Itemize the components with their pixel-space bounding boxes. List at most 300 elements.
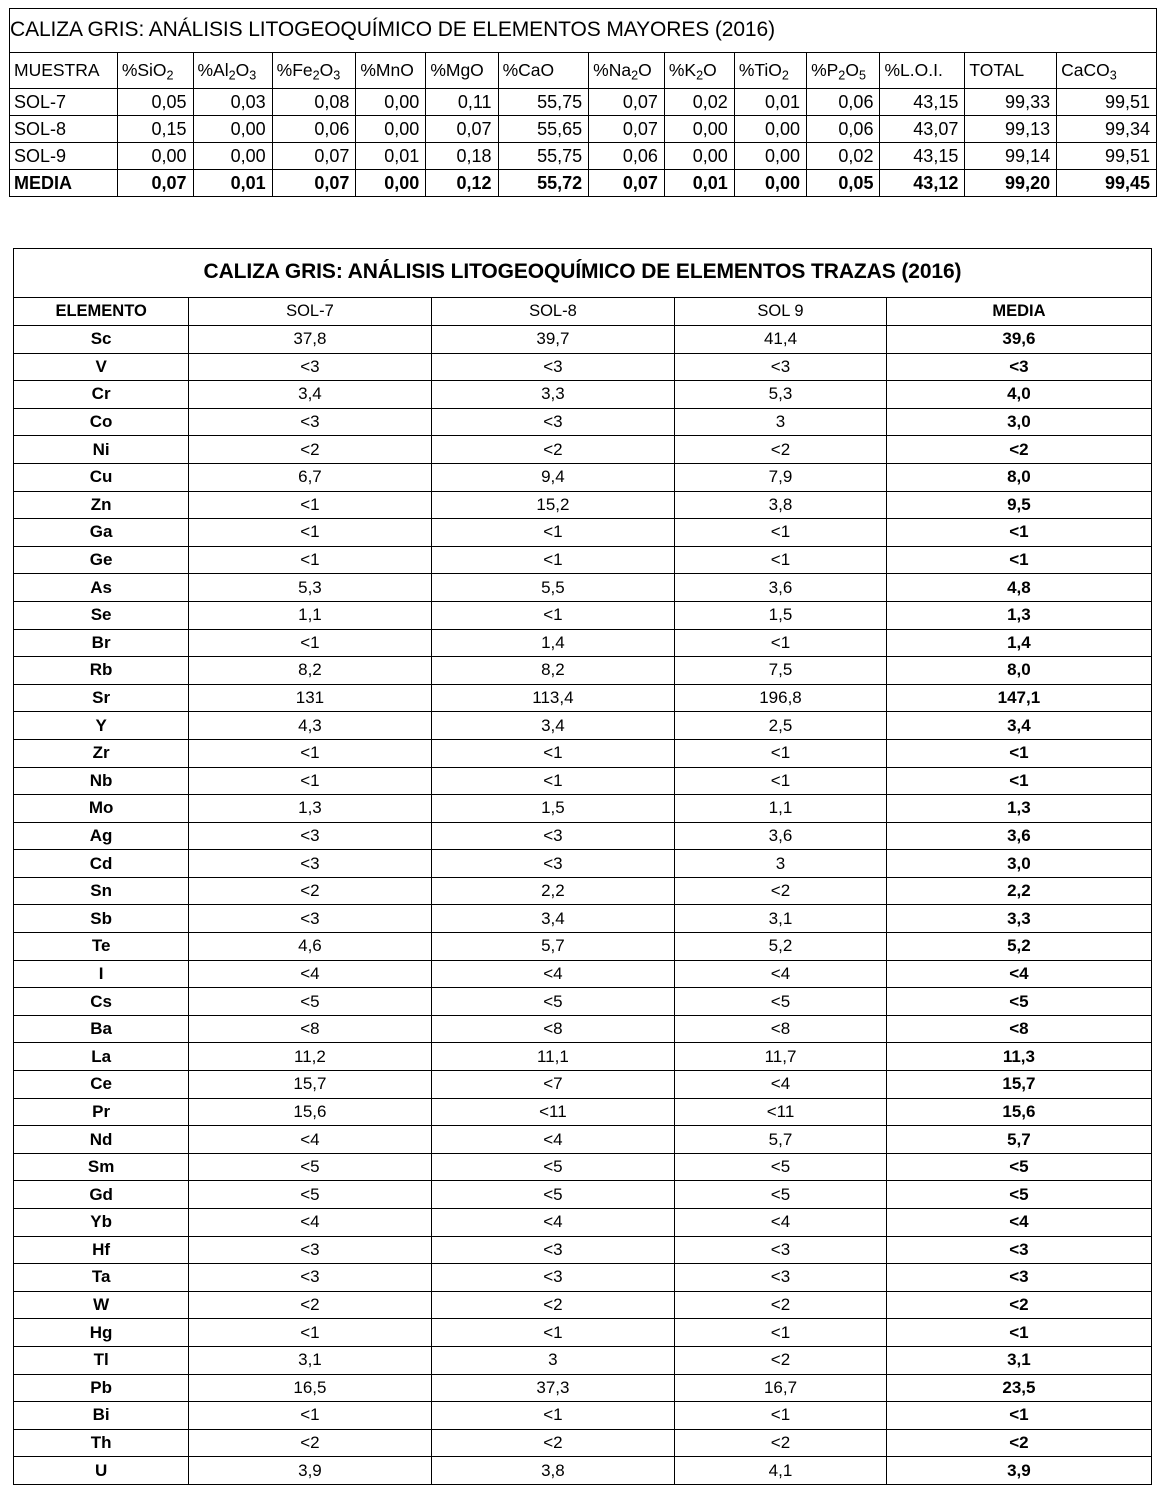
traces-mean-value: <3 xyxy=(886,353,1151,381)
traces-cell-value: <2 xyxy=(431,1291,675,1319)
traces-cell-value: <1 xyxy=(675,1319,887,1347)
majors-cell-value: 99,33 xyxy=(965,89,1057,116)
traces-element-symbol: V xyxy=(14,353,189,381)
traces-element-symbol: Hg xyxy=(14,1319,189,1347)
traces-cell-value: <1 xyxy=(431,546,675,574)
traces-element-symbol: Te xyxy=(14,933,189,961)
traces-element-symbol: Zn xyxy=(14,491,189,519)
majors-cell-value: 0,00 xyxy=(734,143,806,170)
majors-title-row xyxy=(10,9,1157,53)
traces-element-symbol: Cd xyxy=(14,850,189,878)
traces-cell-value: <1 xyxy=(189,767,431,795)
table-row xyxy=(14,988,1152,1016)
table-row xyxy=(10,170,1157,197)
traces-cell-value: <1 xyxy=(675,767,887,795)
traces-mean-value: 23,5 xyxy=(886,1374,1151,1402)
traces-mean-value: 8,0 xyxy=(886,463,1151,491)
majors-cell-value: 0,00 xyxy=(734,170,806,197)
traces-element-symbol: Nb xyxy=(14,767,189,795)
traces-column-header-media: MEDIA xyxy=(886,298,1151,326)
majors-cell-value: 0,00 xyxy=(193,116,272,143)
traces-element-symbol: Zr xyxy=(14,739,189,767)
table-row xyxy=(14,960,1152,988)
traces-cell-value: 3,1 xyxy=(189,1346,431,1374)
majors-sample-name: MEDIA xyxy=(10,170,118,197)
table-row xyxy=(14,684,1152,712)
majors-cell-value: 0,06 xyxy=(589,143,665,170)
traces-cell-value: <4 xyxy=(675,1209,887,1237)
traces-element-symbol: Ga xyxy=(14,519,189,547)
traces-column-header-sol-7: SOL-7 xyxy=(189,298,431,326)
majors-column-header-k2o: $\%K_2O$ xyxy=(664,53,734,89)
traces-element-symbol: Y xyxy=(14,712,189,740)
traces-mean-value: 3,0 xyxy=(886,408,1151,436)
traces-cell-value: <3 xyxy=(189,353,431,381)
traces-cell-value: 6,7 xyxy=(189,463,431,491)
table-row xyxy=(14,1319,1152,1347)
table-row xyxy=(14,1402,1152,1430)
traces-mean-value: <5 xyxy=(886,988,1151,1016)
traces-element-symbol: W xyxy=(14,1291,189,1319)
traces-cell-value: <2 xyxy=(189,1429,431,1457)
table-row xyxy=(14,1015,1152,1043)
traces-element-symbol: La xyxy=(14,1043,189,1071)
majors-cell-value: 0,08 xyxy=(272,89,356,116)
traces-cell-value: <1 xyxy=(189,491,431,519)
majors-cell-value: 0,00 xyxy=(734,116,806,143)
traces-element-symbol: Ta xyxy=(14,1264,189,1292)
traces-cell-value: 3,3 xyxy=(431,381,675,409)
majors-column-header-total: TOTAL xyxy=(965,53,1057,89)
majors-table-head xyxy=(10,9,1157,89)
traces-element-symbol: Sn xyxy=(14,877,189,905)
majors-cell-value: 0,07 xyxy=(272,170,356,197)
traces-title-row xyxy=(14,249,1152,298)
traces-mean-value: <1 xyxy=(886,767,1151,795)
majors-column-header-mgo: %MgO xyxy=(426,53,498,89)
majors-table xyxy=(9,8,1157,197)
traces-element-symbol: Th xyxy=(14,1429,189,1457)
majors-cell-value: 0,06 xyxy=(807,116,880,143)
table-row xyxy=(10,89,1157,116)
table-row xyxy=(14,795,1152,823)
traces-cell-value: <3 xyxy=(189,1264,431,1292)
traces-cell-value: <4 xyxy=(431,1126,675,1154)
majors-cell-value: 99,45 xyxy=(1057,170,1157,197)
majors-cell-value: 55,75 xyxy=(498,89,589,116)
traces-element-symbol: Se xyxy=(14,601,189,629)
traces-cell-value: <3 xyxy=(189,408,431,436)
majors-cell-value: 0,05 xyxy=(807,170,880,197)
traces-mean-value: <2 xyxy=(886,1429,1151,1457)
traces-cell-value: <7 xyxy=(431,1071,675,1099)
table-row xyxy=(14,1153,1152,1181)
majors-column-header-sio2: %SiO$_2$ xyxy=(117,53,193,89)
traces-cell-value: <5 xyxy=(675,1153,887,1181)
traces-column-header-elemento: ELEMENTO xyxy=(14,298,189,326)
traces-cell-value: 3,1 xyxy=(675,905,887,933)
traces-cell-value: 9,4 xyxy=(431,463,675,491)
majors-cell-value: 0,15 xyxy=(117,116,193,143)
traces-cell-value: <2 xyxy=(189,436,431,464)
majors-column-header-fe2o3: $\%Fe_2O_3$ xyxy=(272,53,356,89)
table-row xyxy=(14,877,1152,905)
traces-element-symbol: Ni xyxy=(14,436,189,464)
traces-mean-value: 3,4 xyxy=(886,712,1151,740)
table-row xyxy=(14,739,1152,767)
traces-cell-value: 3 xyxy=(675,408,887,436)
traces-cell-value: <1 xyxy=(675,1402,887,1430)
traces-element-symbol: Gd xyxy=(14,1181,189,1209)
table-row xyxy=(14,1181,1152,1209)
traces-mean-value: 1,3 xyxy=(886,601,1151,629)
traces-cell-value: 196,8 xyxy=(675,684,887,712)
table-row xyxy=(14,601,1152,629)
majors-cell-value: 43,15 xyxy=(880,89,965,116)
traces-cell-value: <2 xyxy=(431,436,675,464)
table-row xyxy=(14,657,1152,685)
majors-cell-value: 0,07 xyxy=(272,143,356,170)
table-row xyxy=(14,326,1152,354)
traces-element-symbol: Ce xyxy=(14,1071,189,1099)
traces-cell-value: <2 xyxy=(675,436,887,464)
traces-cell-value: 1,4 xyxy=(431,629,675,657)
traces-mean-value: <2 xyxy=(886,1291,1151,1319)
traces-mean-value: <1 xyxy=(886,1402,1151,1430)
table-row xyxy=(14,629,1152,657)
table-row xyxy=(14,1209,1152,1237)
traces-cell-value: <2 xyxy=(431,1429,675,1457)
majors-cell-value: 43,07 xyxy=(880,116,965,143)
traces-column-header-sol-9: SOL 9 xyxy=(675,298,887,326)
majors-cell-value: 0,07 xyxy=(426,116,498,143)
traces-cell-value: <2 xyxy=(675,877,887,905)
majors-sample-name: SOL-7 xyxy=(10,89,118,116)
traces-cell-value: <4 xyxy=(431,960,675,988)
majors-table-container xyxy=(9,8,1157,197)
traces-cell-value: <1 xyxy=(431,601,675,629)
traces-mean-value: <1 xyxy=(886,546,1151,574)
traces-cell-value: 3,8 xyxy=(675,491,887,519)
traces-element-symbol: Sr xyxy=(14,684,189,712)
majors-cell-value: 0,06 xyxy=(272,116,356,143)
table-row xyxy=(14,712,1152,740)
traces-cell-value: <2 xyxy=(675,1429,887,1457)
traces-cell-value: <3 xyxy=(431,1236,675,1264)
table-row xyxy=(14,463,1152,491)
traces-cell-value: 4,1 xyxy=(675,1457,887,1485)
majors-cell-value: 43,12 xyxy=(880,170,965,197)
traces-element-symbol: Co xyxy=(14,408,189,436)
traces-mean-value: <1 xyxy=(886,519,1151,547)
traces-element-symbol: Tl xyxy=(14,1346,189,1374)
traces-cell-value: <5 xyxy=(189,1153,431,1181)
traces-cell-value: 3,6 xyxy=(675,574,887,602)
table-row xyxy=(14,933,1152,961)
traces-cell-value: 5,5 xyxy=(431,574,675,602)
majors-cell-value: 0,01 xyxy=(664,170,734,197)
traces-cell-value: 2,5 xyxy=(675,712,887,740)
traces-mean-value: 3,9 xyxy=(886,1457,1151,1485)
traces-cell-value: <2 xyxy=(189,877,431,905)
traces-cell-value: <4 xyxy=(189,1209,431,1237)
traces-cell-value: 3,4 xyxy=(189,381,431,409)
table-row xyxy=(14,1346,1152,1374)
table-row xyxy=(14,436,1152,464)
traces-cell-value: 3 xyxy=(675,850,887,878)
traces-cell-value: 3,9 xyxy=(189,1457,431,1485)
majors-cell-value: 0,07 xyxy=(589,170,665,197)
traces-element-symbol: Bi xyxy=(14,1402,189,1430)
traces-element-symbol: Pb xyxy=(14,1374,189,1402)
traces-table-body xyxy=(14,326,1152,1485)
majors-column-header-loi: %L.O.I. xyxy=(880,53,965,89)
traces-cell-value: <3 xyxy=(189,1236,431,1264)
traces-cell-value: <1 xyxy=(675,546,887,574)
traces-mean-value: <1 xyxy=(886,1319,1151,1347)
traces-cell-value: 5,7 xyxy=(431,933,675,961)
traces-mean-value: 3,1 xyxy=(886,1346,1151,1374)
traces-cell-value: 5,3 xyxy=(675,381,887,409)
traces-cell-value: 113,4 xyxy=(431,684,675,712)
table-row xyxy=(14,1264,1152,1292)
traces-element-symbol: U xyxy=(14,1457,189,1485)
traces-cell-value: <8 xyxy=(431,1015,675,1043)
table-row xyxy=(14,1429,1152,1457)
traces-element-symbol: Ag xyxy=(14,822,189,850)
traces-table-head xyxy=(14,249,1152,326)
traces-mean-value: <3 xyxy=(886,1236,1151,1264)
traces-cell-value: <3 xyxy=(431,408,675,436)
traces-cell-value: <4 xyxy=(675,960,887,988)
traces-element-symbol: Sc xyxy=(14,326,189,354)
traces-cell-value: 3,8 xyxy=(431,1457,675,1485)
majors-column-header-mno: %MnO xyxy=(356,53,426,89)
traces-element-symbol: Sm xyxy=(14,1153,189,1181)
table-row xyxy=(14,519,1152,547)
traces-cell-value: 7,9 xyxy=(675,463,887,491)
majors-cell-value: 0,05 xyxy=(117,89,193,116)
majors-cell-value: 55,65 xyxy=(498,116,589,143)
traces-cell-value: 3 xyxy=(431,1346,675,1374)
majors-table-title: CALIZA GRIS: ANÁLISIS LITOGEOQUÍMICO DE ELEMENTOS MAYORES (2016) xyxy=(10,9,1157,53)
traces-cell-value: <1 xyxy=(431,1402,675,1430)
traces-cell-value: 37,8 xyxy=(189,326,431,354)
traces-cell-value: 1,1 xyxy=(189,601,431,629)
traces-cell-value: 3,4 xyxy=(431,712,675,740)
majors-cell-value: 0,00 xyxy=(664,143,734,170)
traces-cell-value: <1 xyxy=(675,739,887,767)
traces-cell-value: <4 xyxy=(189,1126,431,1154)
traces-cell-value: <3 xyxy=(675,353,887,381)
traces-cell-value: <3 xyxy=(431,353,675,381)
traces-cell-value: <5 xyxy=(431,1153,675,1181)
traces-mean-value: 3,0 xyxy=(886,850,1151,878)
majors-cell-value: 0,00 xyxy=(356,89,426,116)
traces-mean-value: <8 xyxy=(886,1015,1151,1043)
traces-cell-value: 5,7 xyxy=(675,1126,887,1154)
majors-header-row xyxy=(10,53,1157,89)
traces-mean-value: 15,7 xyxy=(886,1071,1151,1099)
majors-column-header-cao: %CaO xyxy=(498,53,589,89)
traces-cell-value: <3 xyxy=(675,1264,887,1292)
traces-cell-value: <3 xyxy=(675,1236,887,1264)
traces-cell-value: 2,2 xyxy=(431,877,675,905)
majors-cell-value: 0,02 xyxy=(664,89,734,116)
traces-element-symbol: Ba xyxy=(14,1015,189,1043)
majors-column-header-tio2: %TiO$_2$ xyxy=(734,53,806,89)
majors-cell-value: 0,00 xyxy=(193,143,272,170)
majors-cell-value: 55,75 xyxy=(498,143,589,170)
traces-column-header-sol-8: SOL-8 xyxy=(431,298,675,326)
table-row xyxy=(14,381,1152,409)
traces-cell-value: <1 xyxy=(675,519,887,547)
traces-element-symbol: Nd xyxy=(14,1126,189,1154)
majors-cell-value: 43,15 xyxy=(880,143,965,170)
traces-table-container xyxy=(13,248,1152,1485)
majors-cell-value: 99,51 xyxy=(1057,89,1157,116)
traces-mean-value: <3 xyxy=(886,1264,1151,1292)
traces-element-symbol: Cr xyxy=(14,381,189,409)
traces-cell-value: 8,2 xyxy=(431,657,675,685)
majors-cell-value: 0,00 xyxy=(356,116,426,143)
majors-cell-value: 0,03 xyxy=(193,89,272,116)
traces-mean-value: 9,5 xyxy=(886,491,1151,519)
traces-element-symbol: Br xyxy=(14,629,189,657)
traces-cell-value: 11,1 xyxy=(431,1043,675,1071)
traces-cell-value: 7,5 xyxy=(675,657,887,685)
majors-cell-value: 0,06 xyxy=(807,89,880,116)
traces-cell-value: <2 xyxy=(675,1291,887,1319)
table-row xyxy=(14,491,1152,519)
majors-cell-value: 0,07 xyxy=(589,116,665,143)
traces-element-symbol: I xyxy=(14,960,189,988)
traces-mean-value: 3,3 xyxy=(886,905,1151,933)
table-row xyxy=(14,850,1152,878)
traces-table-title: CALIZA GRIS: ANÁLISIS LITOGEOQUÍMICO DE ELEMENTOS TRAZAS (2016) xyxy=(14,249,1152,298)
table-row xyxy=(14,1098,1152,1126)
traces-cell-value: <11 xyxy=(675,1098,887,1126)
table-row xyxy=(14,1043,1152,1071)
traces-mean-value: 5,7 xyxy=(886,1126,1151,1154)
majors-cell-value: 0,01 xyxy=(734,89,806,116)
majors-cell-value: 0,18 xyxy=(426,143,498,170)
traces-cell-value: 39,7 xyxy=(431,326,675,354)
traces-cell-value: 1,3 xyxy=(189,795,431,823)
traces-mean-value: <5 xyxy=(886,1181,1151,1209)
traces-cell-value: <4 xyxy=(431,1209,675,1237)
traces-element-symbol: Sb xyxy=(14,905,189,933)
traces-mean-value: 147,1 xyxy=(886,684,1151,712)
traces-cell-value: <5 xyxy=(431,1181,675,1209)
traces-mean-value: 11,3 xyxy=(886,1043,1151,1071)
traces-cell-value: <3 xyxy=(431,1264,675,1292)
traces-cell-value: 15,2 xyxy=(431,491,675,519)
traces-cell-value: 3,6 xyxy=(675,822,887,850)
traces-mean-value: 1,4 xyxy=(886,629,1151,657)
traces-cell-value: <3 xyxy=(431,850,675,878)
traces-cell-value: 4,6 xyxy=(189,933,431,961)
majors-column-header-na2o: $\%Na_2O$ xyxy=(589,53,665,89)
majors-column-header-caco3: CaCO$_3$ xyxy=(1057,53,1157,89)
traces-cell-value: <1 xyxy=(189,1402,431,1430)
traces-mean-value: 4,0 xyxy=(886,381,1151,409)
traces-element-symbol: Rb xyxy=(14,657,189,685)
traces-element-symbol: Hf xyxy=(14,1236,189,1264)
traces-cell-value: <5 xyxy=(675,1181,887,1209)
traces-table xyxy=(13,248,1152,1485)
majors-cell-value: 0,01 xyxy=(356,143,426,170)
traces-cell-value: 131 xyxy=(189,684,431,712)
majors-cell-value: 0,02 xyxy=(807,143,880,170)
majors-table-body xyxy=(10,89,1157,197)
majors-column-header-p2o5: $\%P_2O_5$ xyxy=(807,53,880,89)
traces-cell-value: <2 xyxy=(189,1291,431,1319)
traces-cell-value: <1 xyxy=(431,1319,675,1347)
traces-mean-value: <4 xyxy=(886,960,1151,988)
table-row xyxy=(10,143,1157,170)
traces-cell-value: <5 xyxy=(675,988,887,1016)
traces-cell-value: 15,7 xyxy=(189,1071,431,1099)
traces-element-symbol: Cu xyxy=(14,463,189,491)
traces-mean-value: 3,6 xyxy=(886,822,1151,850)
traces-cell-value: <5 xyxy=(189,1181,431,1209)
traces-cell-value: 37,3 xyxy=(431,1374,675,1402)
traces-cell-value: <1 xyxy=(431,767,675,795)
majors-cell-value: 0,00 xyxy=(664,116,734,143)
traces-cell-value: <4 xyxy=(189,960,431,988)
traces-mean-value: <4 xyxy=(886,1209,1151,1237)
traces-cell-value: 8,2 xyxy=(189,657,431,685)
traces-cell-value: <1 xyxy=(189,739,431,767)
majors-cell-value: 0,11 xyxy=(426,89,498,116)
majors-column-header-muestra: MUESTRA xyxy=(10,53,118,89)
majors-sample-name: SOL-9 xyxy=(10,143,118,170)
traces-cell-value: <1 xyxy=(189,1319,431,1347)
traces-element-symbol: Cs xyxy=(14,988,189,1016)
traces-element-symbol: Pr xyxy=(14,1098,189,1126)
traces-cell-value: <2 xyxy=(675,1346,887,1374)
majors-cell-value: 0,07 xyxy=(589,89,665,116)
table-row xyxy=(14,767,1152,795)
traces-cell-value: 1,5 xyxy=(431,795,675,823)
traces-cell-value: 11,2 xyxy=(189,1043,431,1071)
majors-cell-value: 99,20 xyxy=(965,170,1057,197)
traces-cell-value: 11,7 xyxy=(675,1043,887,1071)
traces-cell-value: <1 xyxy=(431,519,675,547)
traces-cell-value: <3 xyxy=(189,905,431,933)
majors-cell-value: 0,00 xyxy=(356,170,426,197)
table-row xyxy=(14,1236,1152,1264)
traces-cell-value: 5,3 xyxy=(189,574,431,602)
table-row xyxy=(14,1291,1152,1319)
traces-cell-value: 5,2 xyxy=(675,933,887,961)
traces-cell-value: <1 xyxy=(189,546,431,574)
traces-cell-value: 16,7 xyxy=(675,1374,887,1402)
traces-element-symbol: Yb xyxy=(14,1209,189,1237)
traces-cell-value: <1 xyxy=(189,519,431,547)
majors-cell-value: 99,51 xyxy=(1057,143,1157,170)
traces-mean-value: 5,2 xyxy=(886,933,1151,961)
traces-cell-value: 4,3 xyxy=(189,712,431,740)
traces-mean-value: 15,6 xyxy=(886,1098,1151,1126)
traces-cell-value: <8 xyxy=(675,1015,887,1043)
table-row xyxy=(14,1457,1152,1485)
table-row xyxy=(14,546,1152,574)
table-row xyxy=(14,822,1152,850)
table-row xyxy=(14,574,1152,602)
traces-cell-value: 15,6 xyxy=(189,1098,431,1126)
